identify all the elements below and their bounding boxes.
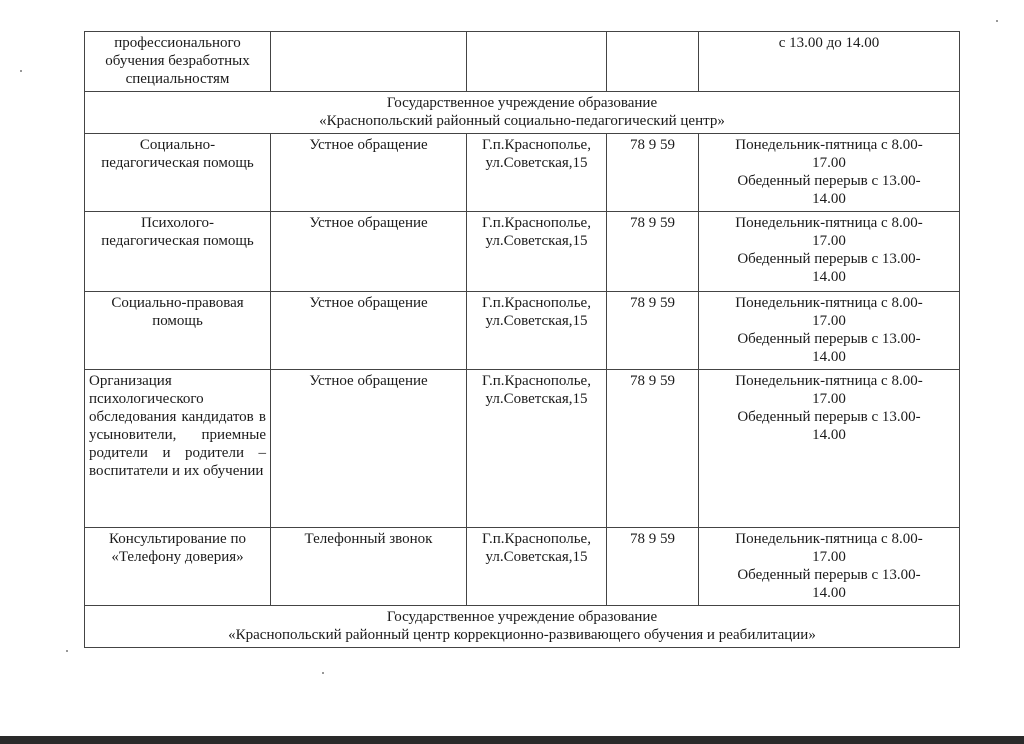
table-row: [85, 292, 960, 370]
phone-cell: 78 9 59: [607, 528, 699, 606]
method-cell: Устное обращение: [271, 292, 467, 370]
method-cell: Устное обращение: [271, 212, 467, 292]
hours-cell: Понедельник-пятница с 8.00- 17.00 Обеденный перерыв с 13.00- 14.00: [699, 528, 960, 606]
phone-cell: 78 9 59: [607, 292, 699, 370]
method-cell: [271, 32, 467, 92]
scan-speck: [322, 672, 324, 674]
services-table: [84, 31, 960, 648]
hours-cell: Понедельник-пятница с 8.00- 17.00 Обеденный перерыв с 13.00- 14.00: [699, 292, 960, 370]
table-row: [85, 528, 960, 606]
scan-bottom-edge: [0, 736, 1024, 744]
section-heading-row: [85, 606, 960, 648]
address-cell: Г.п.Краснополье, ул.Советская,15: [467, 212, 607, 292]
hours-cell: Понедельник-пятница с 8.00- 17.00 Обеденный перерыв с 13.00- 14.00: [699, 212, 960, 292]
scan-speck: [996, 20, 998, 22]
hours-cell: с 13.00 до 14.00: [699, 32, 960, 92]
method-cell: Телефонный звонок: [271, 528, 467, 606]
service-cell: Консультирование по «Телефону доверия»: [85, 528, 271, 606]
table-row: [85, 212, 960, 292]
hours-cell: Понедельник-пятница с 8.00- 17.00 Обеденный перерыв с 13.00- 14.00: [699, 134, 960, 212]
address-cell: Г.п.Краснополье, ул.Советская,15: [467, 292, 607, 370]
address-cell: [467, 32, 607, 92]
service-cell: профессионального обучения безработных специальностям: [85, 32, 271, 92]
method-cell: Устное обращение: [271, 370, 467, 528]
table-row: [85, 370, 960, 528]
service-cell: Организация психологического обследования кандидатов в усыновители, приемные родители и родители –воспитатели и их обучении: [85, 370, 271, 528]
phone-cell: 78 9 59: [607, 134, 699, 212]
section-heading-row: [85, 92, 960, 134]
address-cell: Г.п.Краснополье, ул.Советская,15: [467, 370, 607, 528]
table-row: [85, 32, 960, 92]
hours-cell: Понедельник-пятница с 8.00- 17.00 Обеденный перерыв с 13.00- 14.00: [699, 370, 960, 528]
scan-speck: [66, 650, 68, 652]
address-cell: Г.п.Краснополье, ул.Советская,15: [467, 134, 607, 212]
service-cell: Психолого- педагогическая помощь: [85, 212, 271, 292]
section-title: Государственное учреждение образование «Краснопольский районный центр коррекционно-развивающего обучения и реабилитации»: [85, 606, 960, 648]
phone-cell: [607, 32, 699, 92]
phone-cell: 78 9 59: [607, 212, 699, 292]
address-cell: Г.п.Краснополье, ул.Советская,15: [467, 528, 607, 606]
scan-speck: [20, 70, 22, 72]
service-cell: Социально-правовая помощь: [85, 292, 271, 370]
method-cell: Устное обращение: [271, 134, 467, 212]
table-row: [85, 134, 960, 212]
phone-cell: 78 9 59: [607, 370, 699, 528]
service-cell: Социально- педагогическая помощь: [85, 134, 271, 212]
section-title: Государственное учреждение образование «Краснопольский районный социально-педагогический центр»: [85, 92, 960, 134]
